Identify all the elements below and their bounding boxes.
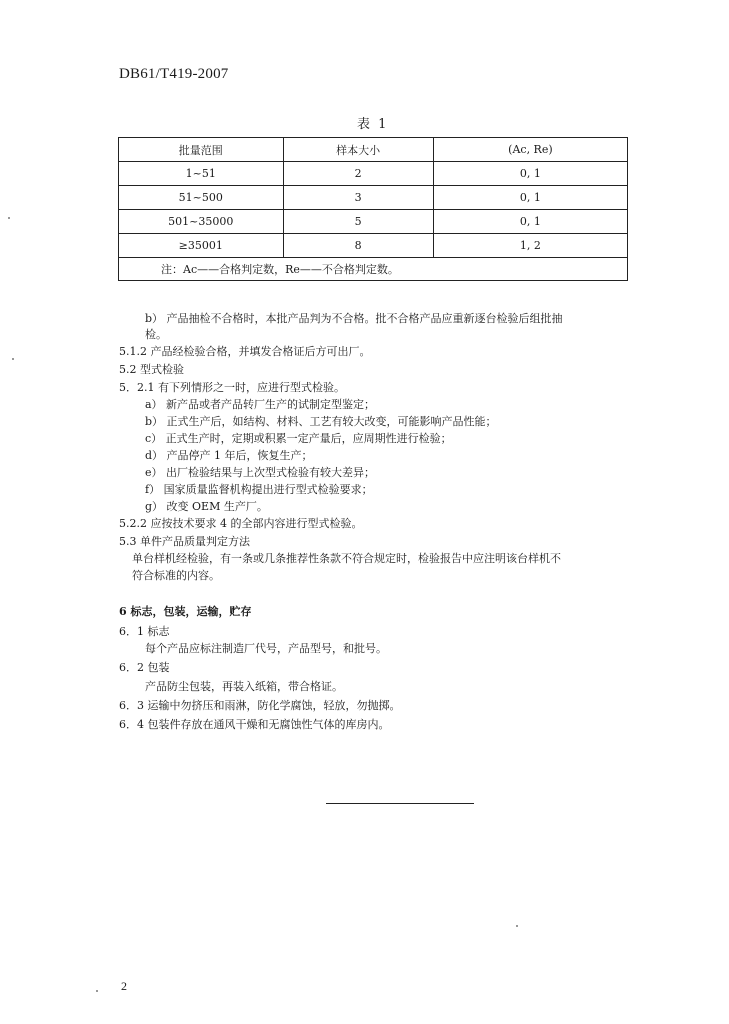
clause-6-3: 6．3 运输中勿挤压和雨淋，防化学腐蚀，轻放，勿抛掷。 <box>119 699 401 712</box>
clause-6-1-heading: 6．1 标志 <box>119 625 170 638</box>
table-row <box>119 210 628 234</box>
paragraph-b-line2: 检。 <box>145 328 167 341</box>
cell-sample-size: 3 <box>283 186 433 210</box>
cell-ac-re: 0, 1 <box>433 210 627 234</box>
list-item-f: f） 国家质量监督机构提出进行型式检验要求； <box>145 483 373 496</box>
cell-lot-range: 51~500 <box>119 186 284 210</box>
cell-sample-size: 2 <box>283 162 433 186</box>
header-lot-range: 批量范围 <box>119 138 284 162</box>
cell-lot-range: 1~51 <box>119 162 284 186</box>
list-item-g: g） 改变 OEM 生产厂。 <box>145 500 268 513</box>
clause-6-2-heading: 6．2 包装 <box>119 661 170 674</box>
list-item-c: c） 正式生产时，定期或积累一定产量后，应周期性进行检验； <box>145 432 452 445</box>
document-code: DB61/T419-2007 <box>119 66 229 82</box>
table-row <box>119 186 628 210</box>
cell-ac-re: 0, 1 <box>433 162 627 186</box>
table-note: 注：Ac——合格判定数，Re——不合格判定数。 <box>119 258 628 281</box>
end-rule <box>326 803 474 804</box>
scan-speck <box>96 990 98 992</box>
table-caption: 表 1 <box>357 117 389 132</box>
header-sample-size: 样本大小 <box>283 138 433 162</box>
header-ac-re: (Ac, Re) <box>433 138 627 162</box>
list-item-b: b） 正式生产后，如结构、材料、工艺有较大改变，可能影响产品性能； <box>145 415 497 428</box>
cell-ac-re: 0, 1 <box>433 186 627 210</box>
clause-5-3-heading: 5.3 单件产品质量判定方法 <box>119 535 250 548</box>
clause-6-1-text: 每个产品应标注制造厂代号，产品型号，和批号。 <box>145 642 387 655</box>
list-item-e: e） 出厂检验结果与上次型式检验有较大差异； <box>145 466 376 479</box>
clause-6-4: 6．4 包装件存放在通风干燥和无腐蚀性气体的库房内。 <box>119 718 390 731</box>
cell-lot-range: ≥35001 <box>119 234 284 258</box>
scan-speck <box>8 217 10 219</box>
clause-5-3-text-line1: 单台样机经检验，有一条或几条推荐性条款不符合规定时，检验报告中应注明该台样机不 <box>132 552 561 565</box>
cell-sample-size: 5 <box>283 210 433 234</box>
cell-sample-size: 8 <box>283 234 433 258</box>
table-row <box>119 234 628 258</box>
table-note-row <box>119 258 628 281</box>
table-header-row <box>119 138 628 162</box>
list-item-d: d） 产品停产 1 年后，恢复生产； <box>145 449 313 462</box>
list-item-a: a） 新产品或者产品转厂生产的试制定型鉴定； <box>145 398 376 411</box>
clause-5-3-text-line2: 符合标准的内容。 <box>132 569 220 582</box>
cell-lot-range: 501~35000 <box>119 210 284 234</box>
cell-ac-re: 1, 2 <box>433 234 627 258</box>
paragraph-b-line1: b） 产品抽检不合格时，本批产品判为不合格。批不合格产品应重新逐台检验后组批抽 <box>145 312 563 325</box>
page-number: 2 <box>121 979 127 993</box>
clause-6-2-text: 产品防尘包装，再装入纸箱，带合格证。 <box>145 680 343 693</box>
clause-5-2-2: 5.2.2 应按技术要求 4 的全部内容进行型式检验。 <box>119 517 363 530</box>
clause-5-2-heading: 5.2 型式检验 <box>119 363 184 376</box>
scan-speck <box>12 358 14 360</box>
table-row <box>119 162 628 186</box>
sampling-table <box>118 137 628 281</box>
section-6-heading: 6 标志，包装，运输，贮存 <box>119 605 252 618</box>
clause-5-1-2: 5.1.2 产品经检验合格，并填发合格证后方可出厂。 <box>119 345 371 358</box>
clause-5-2-1: 5．2.1 有下列情形之一时，应进行型式检验。 <box>119 381 345 394</box>
scan-speck <box>516 925 518 927</box>
